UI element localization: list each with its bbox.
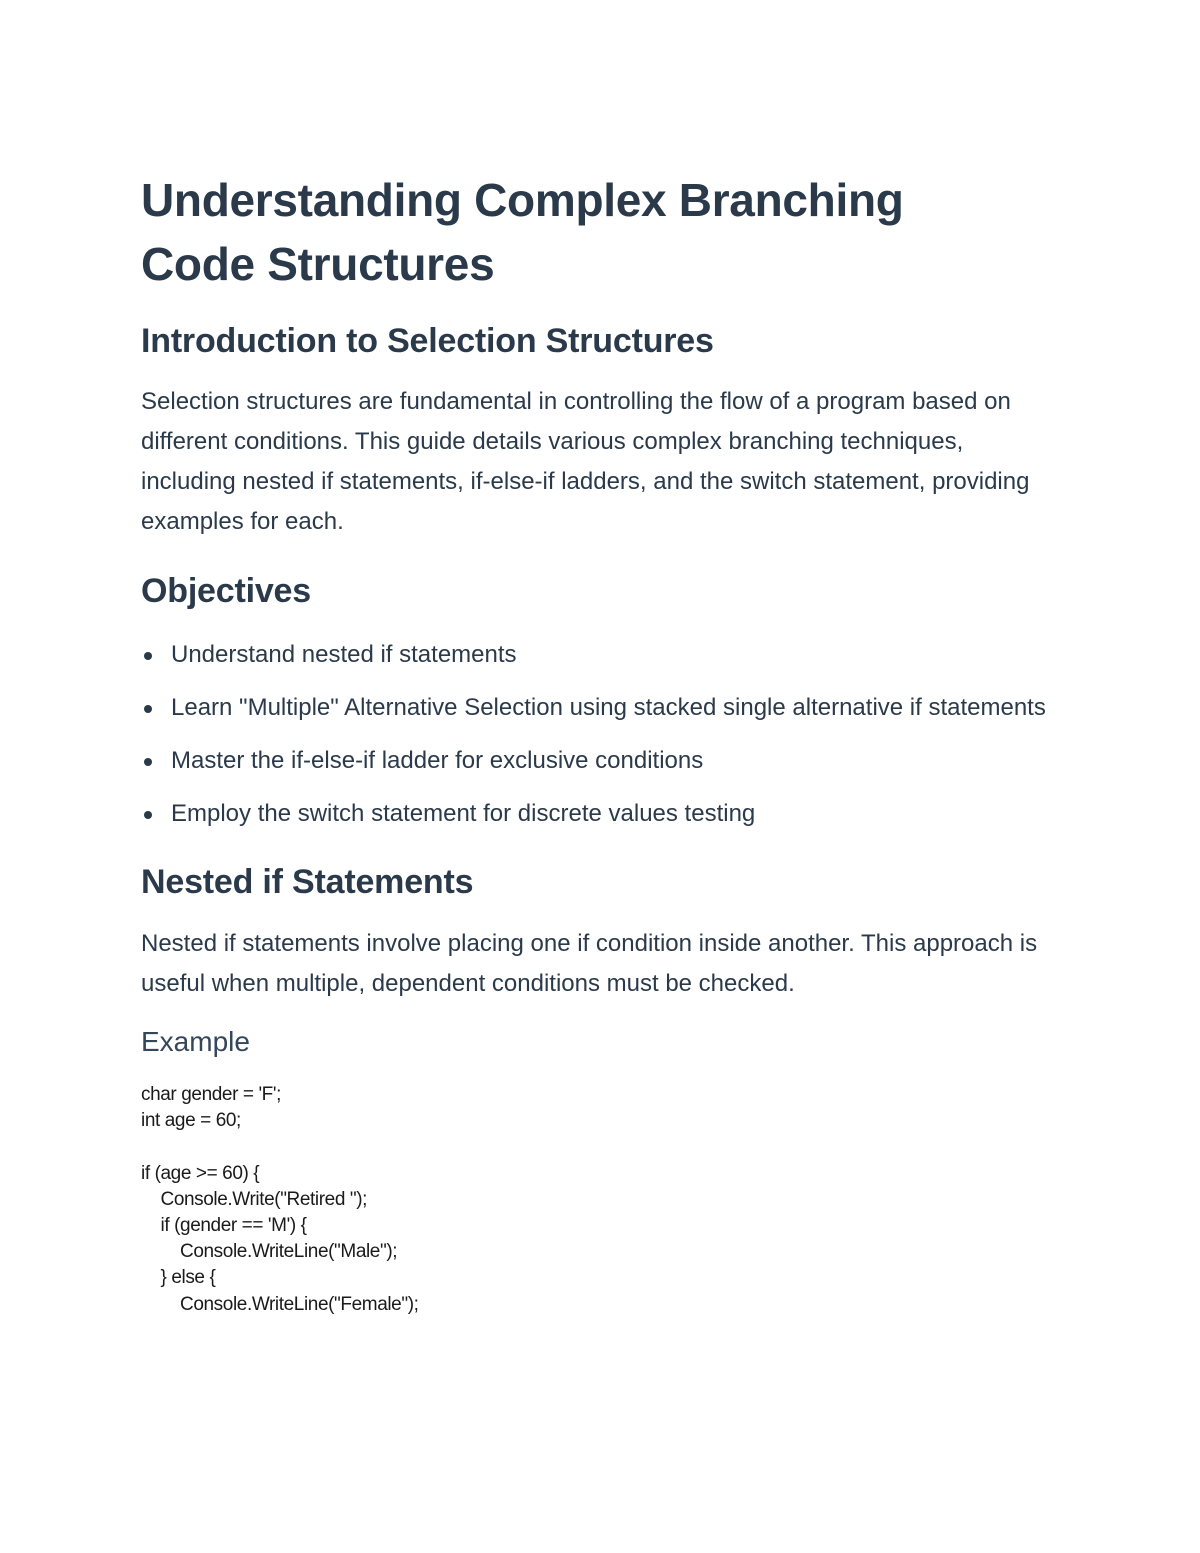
list-item [141,688,1071,728]
intro-heading: Introduction to Selection Structures [141,322,714,360]
code-line: } else { [141,1267,216,1289]
page-title: Understanding Complex Branching Code Structures [141,174,904,290]
list-item [141,635,1071,675]
code-line: if (age >= 60) { [141,1162,260,1184]
code-line: Console.Write("Retired "); [141,1188,368,1210]
objectives-heading: Objectives [141,572,311,610]
nested-if-heading: Nested if Statements [141,863,474,901]
list-item-text: Master the if-else-if ladder for exclusive conditions [171,747,704,774]
intro-paragraph: Selection structures are fundamental in controlling the flow of a program based on different conditions. This guide details various complex branching techniques, including nested if statements, if-else-if ladders, and the switch statement, providing examples for each. [141,388,1030,535]
bullet-icon [144,758,152,766]
list-item-text: Employ the switch statement for discrete values testing [171,800,756,827]
bullet-icon [144,652,152,660]
code-line [141,1134,1071,1160]
code-line: char gender = 'F'; [141,1084,281,1105]
bullet-icon [144,705,152,713]
list-item [141,741,1071,781]
list-item-text: Learn "Multiple" Alternative Selection using stacked single alternative if statements [171,694,1046,721]
list-item [141,794,1071,834]
code-block [141,1082,1071,1318]
code-line: Console.WriteLine("Male"); [141,1241,398,1263]
code-line: if (gender == 'M') { [141,1215,307,1236]
code-line: Console.WriteLine("Female"); [141,1293,419,1315]
example-heading: Example [141,1026,250,1057]
bullet-icon [144,811,152,819]
objectives-list [141,635,1071,834]
nested-if-paragraph: Nested if statements involve placing one if condition inside another. This approach is useful when multiple, dependent conditions must be checked. [141,930,1038,997]
list-item-text: Understand nested if statements [171,641,517,668]
code-line: int age = 60; [141,1110,241,1132]
document-page [141,168,1071,1318]
